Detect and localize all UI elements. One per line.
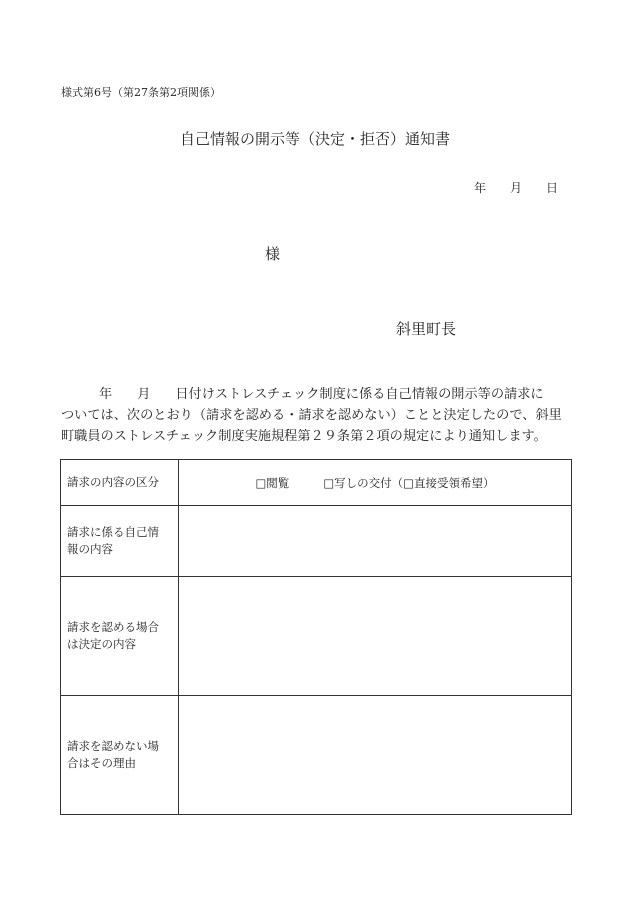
table-row [61, 460, 572, 506]
sender-name: 斜里町長 [396, 320, 457, 338]
row-label [61, 696, 179, 815]
decision-content-field[interactable] [179, 577, 572, 696]
body-line-1 [61, 384, 573, 405]
row-label [61, 460, 179, 506]
body-line-3: 町職員のストレスチェック制度実施規程第２９条第２項の規定により通知します。 [61, 429, 547, 444]
row-label-line: 請求に係る自己情 [67, 525, 159, 539]
refusal-reason-field[interactable] [179, 696, 572, 815]
body-year: 年 [99, 387, 113, 402]
date-month: 月 [510, 181, 523, 195]
body-month: 月 [137, 387, 151, 402]
option-copy-checkbox[interactable]: □写しの交付（□直接受領希望） [323, 475, 495, 490]
form-number: 様式第6号（第27条第2項関係） [61, 86, 221, 99]
request-table [60, 459, 572, 815]
table-row [61, 506, 572, 577]
row-label [61, 577, 179, 696]
row-label-line: 報の内容 [67, 542, 113, 556]
table-row [61, 577, 572, 696]
request-type-label: 請求の内容の区分 [67, 475, 159, 489]
date-line [474, 179, 558, 196]
row-label-line: 請求を認める場合 [67, 620, 159, 634]
body-line-2: ついては、次のとおり（請求を認める・請求を認めない）ことと決定したので、斜里 [61, 408, 562, 423]
row-label [61, 506, 179, 577]
notice-body [61, 384, 573, 447]
row-label-line: は決定の内容 [67, 637, 136, 651]
request-type-options [179, 460, 572, 506]
body-line-1-rest: 日付けストレスチェック制度に係る自己情報の開示等の請求に [175, 387, 544, 402]
row-label-line: 合はその理由 [67, 756, 136, 770]
option-view-checkbox[interactable]: □閲覧 [255, 475, 290, 490]
requested-info-field[interactable] [179, 506, 572, 577]
table-row [61, 696, 572, 815]
date-day: 日 [546, 181, 559, 195]
addressee-suffix: 様 [265, 245, 281, 263]
row-label-line: 請求を認めない場 [67, 739, 159, 753]
date-year: 年 [474, 181, 487, 195]
document-title: 自己情報の開示等（決定・拒否）通知書 [179, 130, 450, 148]
